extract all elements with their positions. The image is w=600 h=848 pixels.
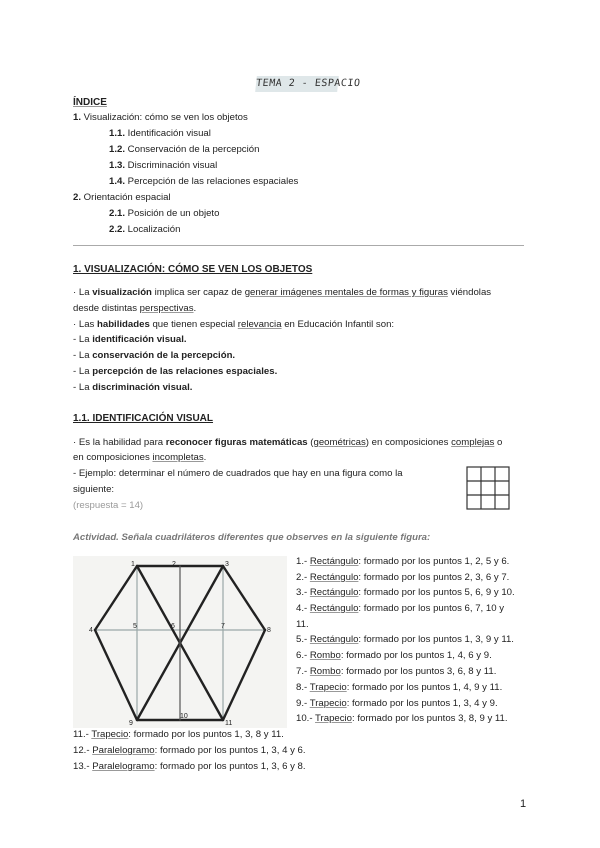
list-item: 9.- Trapecio: formado por los puntos 1, 3, 4 y 9. [296,698,498,709]
list-item: 7.- Rombo: formado por los puntos 3, 6, 8 y 11. [296,666,497,677]
index-item-2-1: 2.1. Posición de un objeto [109,208,220,219]
point-label: 6 [171,623,175,630]
point-label: 2 [172,561,176,568]
list-item: 3.- Rectángulo: formado por los puntos 5, 6, 9 y 10. [296,587,515,598]
list-item: 11. [296,619,309,630]
section-1-paragraph-1-cont: desde distintas perspectivas. [73,303,197,314]
index-item-1-2: 1.2. Conservación de la percepción [109,144,260,155]
point-label: 7 [221,623,225,630]
index-item-1-1: 1.1. Identificación visual [109,128,211,139]
point-label: 4 [89,627,93,634]
list-item: 10.- Trapecio: formado por los puntos 3, 8, 9 y 11. [296,713,508,724]
skill-bullet: - La discriminación visual. [73,382,193,393]
list-item: 11.- Trapecio: formado por los puntos 1, 3, 8 y 11. [73,729,284,740]
skill-bullet: - La identificación visual. [73,334,187,345]
skill-bullet: - La conservación de la percepción. [73,350,236,361]
section-1-paragraph-2: · Las habilidades que tienen especial relevancia en Educación Infantil son: [73,319,395,330]
section-1-heading: 1. VISUALIZACIÓN: CÓMO SE VEN LOS OBJETOS [73,264,313,275]
section-1-1-paragraph-1-cont: en composiciones incompletas. [73,452,207,463]
point-label: 1 [131,561,135,568]
grid-figure [466,466,512,512]
list-item: 2.- Rectángulo: formado por los puntos 2, 3, 6 y 7. [296,572,510,583]
page-title: TEMA 2 - ESPACIO [255,76,339,92]
index-item-2-2: 2.2. Localización [109,224,181,235]
point-label: 9 [129,720,133,727]
list-item: 1.- Rectángulo: formado por los puntos 1, 2, 5 y 6. [296,556,510,567]
section-1-paragraph-1: · La visualización implica ser capaz de generar imágenes mentales de formas y figuras viéndolas [73,287,492,298]
list-item: 8.- Trapecio: formado por los puntos 1, 4, 9 y 11. [296,682,503,693]
list-item: 5.- Rectángulo: formado por los puntos 1, 3, 9 y 11. [296,634,514,645]
index-heading: ÍNDICE [73,97,107,108]
example-text: - Ejemplo: determinar el número de cuadrados que hay en una figura como la [73,468,403,479]
list-item: 6.- Rombo: formado por los puntos 1, 4, 6 y 9. [296,650,492,661]
index-item-2: 2. Orientación espacial [73,192,171,203]
list-item: 13.- Paralelogramo: formado por los puntos 1, 3, 6 y 8. [73,761,306,772]
example-answer: (respuesta = 14) [73,500,144,511]
divider [73,245,524,246]
section-1-1-heading: 1.1. IDENTIFICACIÓN VISUAL [73,413,214,424]
example-text-cont: siguiente: [73,484,115,495]
index-item-1-3: 1.3. Discriminación visual [109,160,218,171]
activity-prompt: Actividad. Señala cuadriláteros diferentes que observes en la siguiente figura: [73,532,431,543]
point-label: 5 [133,623,137,630]
page-number: 1 [520,798,527,810]
point-label: 8 [267,627,271,634]
point-label: 10 [180,713,188,720]
index-item-1-4: 1.4. Percepción de las relaciones espaciales [109,176,299,187]
index-item-1: 1. Visualización: cómo se ven los objetos [73,112,248,123]
list-item: 4.- Rectángulo: formado por los puntos 6, 7, 10 y [296,603,505,614]
list-item: 12.- Paralelogramo: formado por los puntos 1, 3, 4 y 6. [73,745,306,756]
point-label: 3 [225,561,229,568]
skill-bullet: - La percepción de las relaciones espaciales. [73,366,278,377]
point-label: 11 [225,720,233,727]
quadrilateral-figure [73,556,287,728]
section-1-1-paragraph-1: · Es la habilidad para reconocer figuras matemáticas (geométricas) en composiciones complejas o [73,437,503,448]
